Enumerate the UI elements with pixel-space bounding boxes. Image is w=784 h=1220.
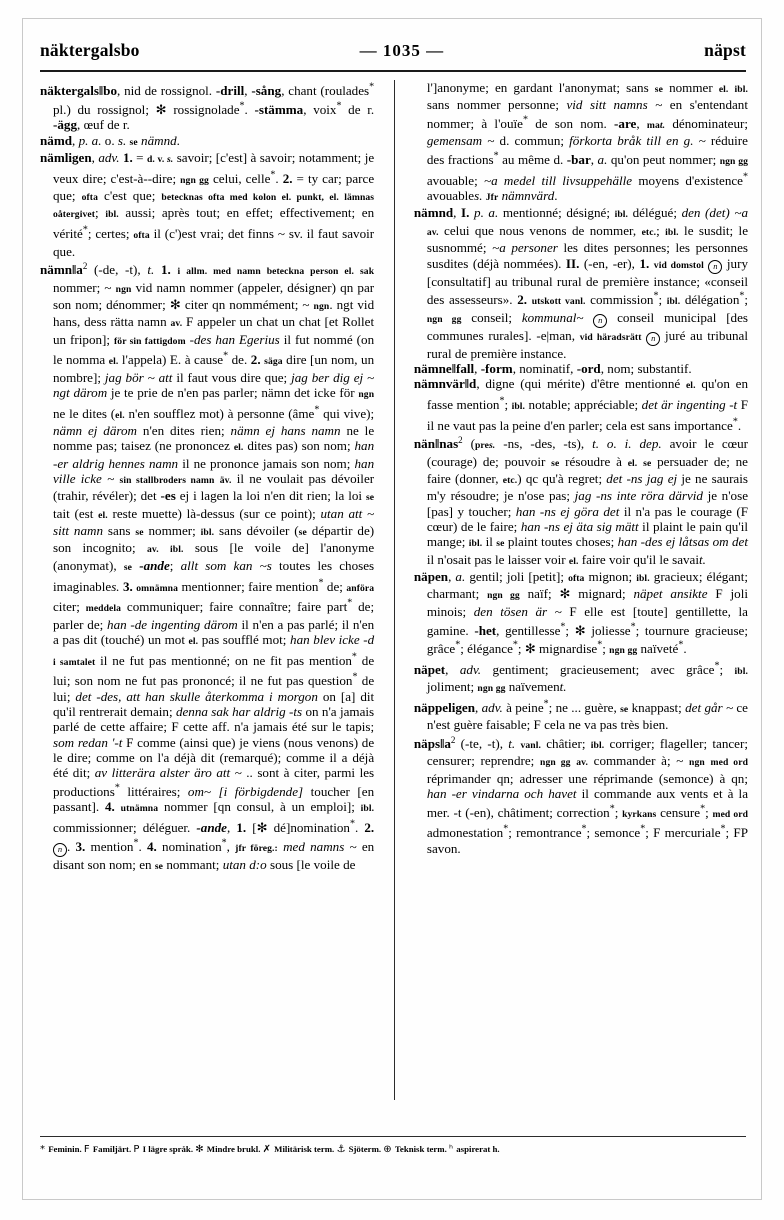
dictionary-entry [414,433,748,569]
dictionary-entry [40,80,374,133]
abbrev-mark-2: P [133,1144,143,1155]
abbrev-mark-1: F [83,1144,93,1155]
running-head-left: näktergalsbo [40,40,140,60]
entry-headword: nämd [40,132,73,148]
entry-body: , digne (qui mérite) d'être mentionné el. qu'on en fasse mention*; ibl. notable; appréciable; det är ingenting -t F il ne vaut pas la peine d'en parler; cela est sans importance*. [426,376,748,433]
running-head [40,40,746,61]
dictionary-entry [414,569,748,658]
headword-divider: ‖ [434,436,440,452]
dictionary-entry [414,80,748,205]
circled-n-icon: n [53,843,67,857]
dictionary-entry [40,259,374,874]
abbrev-label-0: Feminin. [48,1144,84,1154]
entry-body: , adv. 1. = d. v. s. savoir; [c'est] à savoir; notamment; je veux dire; c'est-à--dire; ngn gg celui, celle*. 2. = ty car; parce que; ofta c'est que; betecknas ofta med kolon el. punkt, el. lämnas oåtergivet; ibl. aussi; après tout; en effet; effectivement; en vérité*; certes; ofta il (c')est vrai; det finns ~ sv. il faut savoir que. [53,150,375,259]
entry-headword: näps‖a [413,736,451,751]
entry-body: l']anonyme; en gardant l'anonymat; sans se nommer el. ibl. sans nommer personne; vid sitt namns ~ en s'entendant nommer; à l'ouïe* de son nom. -are, mat. dénominateur; gemensam ~ d. commun; förkorta bråk till en g. ~ réduire des fractions* au même d. -bar, a. qu'on peut nommer; ngn gg avouable; ~a medel till livsuppehälle moyens d'existence* avouables. Jfr nämnvärd. [426,80,749,204]
entry-headword: näktergals‖bo [40,83,118,99]
entry-headword: näppeligen [413,699,475,715]
abbrev-mark-5: ⚓ [336,1144,349,1155]
entry-headword: näpet [413,661,446,677]
entry-body: (-de, -t), t. 1. i allm. med namn beteckna person el. sak nommer; ~ ngn vid namn nommer (appeler, désigner) qn par son nom; dénommer; ✻ citer qn nommément; ~ ngn. ngt vid hans, dess rätta namn av. F appeler un chat un chat [et Rollet un fripon]; för sin fattigdom -des han Egerius il fut nommé (on le nomma el. l'appela) E. à cause* de. 2. säga dire [un nom, un nombre]; jag bör ~ att il faut vous dire que; jag ber dig ej ~ ngt därom je te prie de n'en pas parler; nämn det icke för ngn ne le dites (el. n'en soufflez mot) à personne (âme* qui vive); nämn ej därom n'en dites rien; nämn ej hans namn ne le nomme pas; taisez (ne prononcez el. dites pas) son nom; han -er aldrig hennes namn il ne prononce jamais son nom; han ville icke ~ sin stallbroders namn äv. il ne voulait pas dévoiler (trahir, révéler); det -es ej i lagen la loi n'en dit rien; la loi se tait (est el. reste muette) là-dessus (sur ce point); utan att ~ sitt namn sans se nommer; ibl. sans dévoiler (se départir de) son incognito; av. ibl. sous [le voile de] l'anonyme (anonymat), se -ande; allt som kan ~s toutes les choses imaginables. 3. omnämna mentionner; faire mention* de; anföra citer; meddela communiquer; faire connaître; faire part* de; parler de; han -de ingenting därom il n'en a pas parlé; il n'en a pas dit (touché) un mot el. pas soufflé mot; han blev icke -d i samtalet il ne fut pas mentionné; on ne fit pas mention* de lui; son nom ne fut pas prononcé; il ne fut pas question* de lui; det -des, att han skulle återkomma i morgon on [a] dit qu'il rentrerait demain; denna sak har aldrig -ts on n'a jamais parlé de cette affaire; F cette aff. n'a jamais été sur le tapis; som redan '-t F comme (ainsi que) je viens (nous venons) de le dire; comme on l'a déjà dit (remarqué); comme il a déjà été dit; av litterära alster äro att ~ .. sont à citer, parmi les productions* littéraires; om~ [i förbigdende] toucher [en passant]. 4. utnämna nommer [qn consul, à un emploi]; ibl. commissionner; déléguer. -ande, 1. [✻ dé]nomination*. 2. n . 3. mention*. 4. nomination*, jfr föreg.: med namns ~ en disant son nom; en se nommant; utan d:o sous [le voile de [53,262,375,872]
entry-body: , -form, nominatif, -ord, nom; substantif. [474,360,692,376]
entry-body: , I. p. a. mentionné; désigné; ibl. délégué; den (det) ~a av. celui que nous venons de nommer, etc.; ibl. le susdit; le susnommé; ~a personer les dites personnes; les personnes susdites (déjà nommées). II. (-en, -er), 1. vid domstol n jury [consultatif] au tribunal rural de première instance; «conseil des assesseurs». 2. utskott vanl. commission*; ibl. délégation*; ngn gg conseil; kommunal~ n conseil municipal [des communes rurales]. -e|man, vid häradsrätt n juré au tribunal rural de première instance. [426,205,749,361]
body-columns [40,80,748,1110]
homograph-number: 2 [82,260,88,271]
entry-body: , p. a. o. s. se nämnd. [72,132,180,148]
dictionary-entry [414,205,748,360]
header-rule [40,70,746,72]
footnote-rule [40,1136,746,1137]
entry-body: , nid de rossignol. -drill, -sång, chant (roulades* pl.) du rossignol; ✻ rossignolade*. -stämma, voix* de r. -ägg, œuf de r. [53,82,375,133]
abbrev-mark-6: ⊕ [383,1144,395,1155]
circled-n-icon: n [593,314,607,328]
headword-divider: ‖ [98,83,104,99]
column-left [40,80,382,1110]
entry-headword: nämnvär‖d [413,376,477,392]
abbrev-mark-0: * [40,1144,49,1155]
dictionary-entry [414,733,748,856]
abbrev-mark-3: ✻ [195,1144,207,1155]
headword-divider: ‖ [440,736,445,751]
entry-body: (pres. -ns, -des, -ts), t. o. i. dep. avoir le cœur (courage) de; pouvoir se résoudre à el. se persuader de; ne faire (donner, etc.) qc qu'à regret; det -ns jag ej je ne saurais m'y résoudre; je n'ose pas; jag -ns inte röra därvid je n'ose [pas] y toucher; han -ns ej göra det il n'a pas le courage (F cœur) de le faire; han -ns ej äta sig mätt il plaint le pain qu'il mange; ibl. il se plaint toutes choses; han -des ej låtsas om det il n'osait pas le laisser voir el. faire voir qu'il le savait. [426,436,749,567]
entry-headword: nämn‖a [40,262,83,278]
entry-headword: nämne‖fall [413,360,475,376]
abbreviation-key [40,1142,746,1157]
abbrev-label-4: Militärisk term. [274,1144,337,1154]
entry-body: , adv. gentiment; gracieusement; avec grâce*; ibl. joliment; ngn gg naïvement. [426,660,749,695]
entry-headword: näpen [413,569,449,585]
abbrev-label-6: Teknisk term. [394,1144,450,1154]
folio-number: 1035 [382,41,421,60]
running-head-right: näpst [704,40,746,60]
circled-n-icon: n [646,332,660,346]
dictionary-entry [414,361,748,376]
homograph-number: 2 [458,435,463,445]
abbrev-label-1: Familjärt. [92,1144,134,1154]
entry-headword: nämligen [40,150,92,166]
headword-divider: ‖ [72,262,77,278]
column-right [406,80,748,1110]
page-folio [360,41,445,61]
headword-divider: ‖ [464,376,470,392]
entry-body: , adv. à peine*; ne ... guère, se knappast; det går ~ ce n'est guère faisable; F cela ne va pas très bien. [426,698,748,733]
entry-headword: nän‖nas [413,436,459,452]
entry-body: , a. gentil; joli [petit]; ofta mignon; ibl. gracieux; élégant; charmant; ngn gg naïf; ✻ mignard; näpet ansikte F joli minois; den tösen är ~ F elle est [toute] gentillette, la gamine. -het, gentillesse*; ✻ joliesse*; tournure gracieuse; grâce*; élégance*; ✻ mignardise*; ngn gg naïveté*. [426,569,748,657]
abbrev-label-7: aspirerat h. [456,1144,500,1154]
abbrev-label-3: Mindre brukl. [206,1144,263,1154]
entry-body: (-te, -t), t. vanl. châtier; ibl. corriger; flageller; tancer; censurer; reprendre; ngn gg av. commander à; ~ ngn med ord réprimander qn; adresser une réprimande (semonce) à qn; han -er vindarna och havet il commande aux vents et à la mer. -t (-en), châtiment; correction*; kyrkans censure*; med ord admonestation*; remontrance*; semonce*; F mercuriale*; FP savon. [426,736,749,856]
dictionary-entry [40,133,374,150]
abbrev-mark-7: ʰ [449,1144,457,1155]
dictionary-entry [40,150,374,259]
dictionary-entry [414,697,748,733]
dictionary-entry [414,376,748,433]
column-gutter [382,80,406,1110]
abbrev-label-5: Sjöterm. [348,1144,384,1154]
entry-headword: nämnd [413,205,454,221]
abbrev-label-2: I lägre språk. [142,1144,196,1154]
abbrev-mark-4: ✗ [262,1144,275,1155]
headword-divider: ‖ [451,360,456,376]
folio-dash-left: — [359,41,378,60]
dictionary-entry [414,659,748,697]
column-rule [394,80,395,1100]
circled-n-icon: n [708,260,722,274]
folio-dash-right: — [426,41,445,60]
homograph-number: 2 [450,734,456,745]
